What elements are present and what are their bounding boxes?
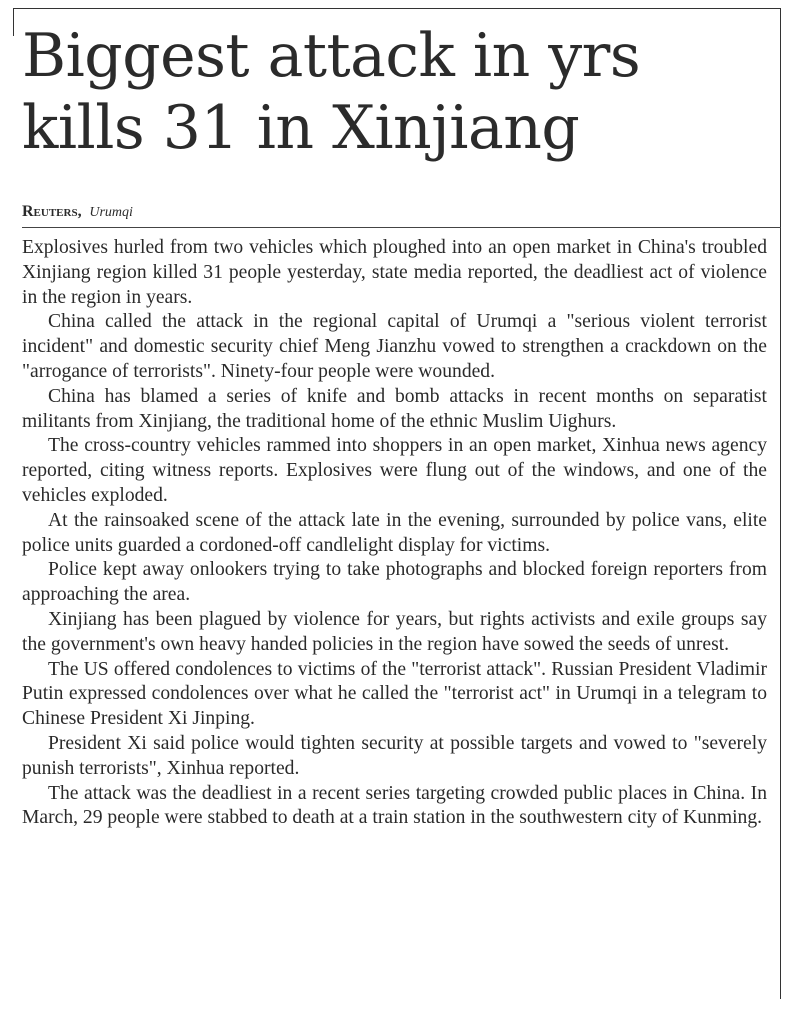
article-body bbox=[22, 236, 767, 831]
headline-line-2: kills 31 in Xinjiang bbox=[22, 93, 580, 163]
left-rule bbox=[13, 8, 14, 36]
paragraph-6: Police kept away onlookers trying to take photographs and blocked foreign reporters from approaching the area. bbox=[22, 559, 767, 606]
byline-place: Urumqi bbox=[89, 205, 133, 220]
headline-line-1: Biggest attack in yrs bbox=[22, 21, 641, 91]
paragraph-3: China has blamed a series of knife and bomb attacks in recent months on separatist militants from Xinjiang, the traditional home of the ethnic Muslim Uighurs. bbox=[22, 385, 767, 432]
paragraph-5: At the rainsoaked scene of the attack late in the evening, surrounded by police vans, elite police units guarded a cordoned-off candlelight display for victims. bbox=[22, 509, 767, 556]
byline-rule bbox=[22, 227, 781, 228]
top-rule bbox=[13, 8, 781, 9]
paragraph-4: The cross-country vehicles rammed into shoppers in an open market, Xinhua news agency reported, citing witness reports. Explosives were flung out of the windows, and one of the vehicles exploded. bbox=[22, 435, 767, 506]
paragraph-7: Xinjiang has been plagued by violence for years, but rights activists and exile groups say the government's own heavy handed policies in the region have sowed the seeds of unrest. bbox=[22, 608, 767, 655]
paragraph-10: The attack was the deadliest in a recent series targeting crowded public places in China. In March, 29 people were stabbed to death at a train station in the southwestern city of Kunming. bbox=[22, 782, 767, 829]
paragraph-8: The US offered condolences to victims of the "terrorist attack". Russian President Vladimir Putin expressed condolences over what he called the "terrorist act" in Urumqi in a telegram to Chinese President Xi Jinping. bbox=[22, 658, 767, 730]
paragraph-1: Explosives hurled from two vehicles which ploughed into an open market in China's troubled Xinjiang region killed 31 people yesterday, state media reported, the deadliest act of violence in the region in years. bbox=[22, 237, 767, 308]
byline bbox=[22, 203, 133, 221]
paragraph-2: China called the attack in the regional capital of Urumqi a "serious violent terrorist incident" and domestic security chief Meng Jianzhu vowed to strengthen a crackdown on the "arrogance of terrorists". Ninety-four people were wounded. bbox=[22, 311, 767, 382]
headline bbox=[22, 20, 782, 164]
paragraph-9: President Xi said police would tighten security at possible targets and vowed to "severely punish terrorists", Xinhua reported. bbox=[22, 732, 767, 779]
byline-agency: Reuters, bbox=[22, 203, 82, 220]
